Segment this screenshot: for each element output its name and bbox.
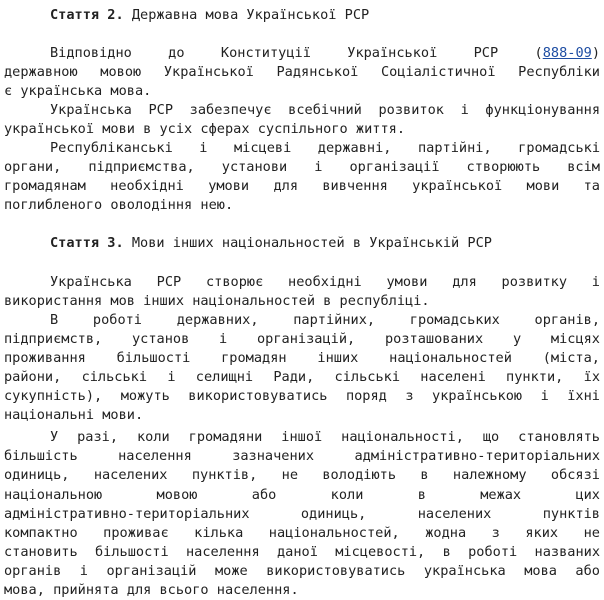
- article-3-p3-line-6: компактно проживає кілька національностей, жодна з яких не: [4, 525, 600, 541]
- article-2-heading: [50, 6, 600, 25]
- article-3-p2-line-1: В роботі державних, партійних, громадських органів,: [50, 312, 600, 328]
- article-2-title: Державна мова Української РСР: [131, 7, 370, 23]
- article-3-p1-line-2: використання мов інших національностей в республіці.: [4, 293, 430, 309]
- article-3-p3-line-3: одиниць, населених пунктів, не володіють в належному обсязі: [4, 467, 600, 483]
- article-3-p2-line-6: національні мови.: [4, 407, 144, 423]
- article-3-p2-line-3: проживання більшості громадян інших національностей (міста,: [4, 350, 600, 366]
- article-2-p3-line-3: громадянам необхідні умови для вивчення української мови та: [4, 178, 600, 194]
- article-3-p3-line-2: більшість населення зазначених адміністративно-територіальних: [4, 448, 600, 464]
- article-2-label: Стаття 2.: [50, 7, 124, 23]
- article-3-title: Мови інших національностей в Українській РСР: [131, 235, 492, 251]
- article-3-p3-line-7: становить більшості населення даної місцевості, в роботі названих: [4, 544, 600, 560]
- article-3-p3-line-1: У разі, коли громадяни іншої національності, що становлять: [50, 429, 600, 445]
- article-2-p1-line-2: державною мовою Української Радянської Соціалістичної Республіки: [4, 64, 600, 80]
- article-3-p2-line-4: райони, сільські і селищні Ради, сільські населені пункти, їх: [4, 369, 600, 385]
- article-3-p3-line-9: мова, прийнята для всього населення.: [4, 582, 299, 598]
- article-3-p3-line-8: органів і організацій може використовуватись українська мова або: [4, 563, 600, 579]
- article-3-label: Стаття 3.: [50, 235, 124, 251]
- article-3-p2-line-2: підприємств, установ і організацій, розташованих у місцях: [4, 331, 600, 347]
- article-2-p2-line-2: української мови в усіх сферах суспільного життя.: [4, 121, 406, 137]
- article-2-p3-line-2: органи, підприємства, установи і організації створюють всім: [4, 159, 600, 175]
- article-3-heading: [50, 234, 600, 253]
- article-2-p1-line-3: є українська мова.: [4, 83, 152, 99]
- article-3-p1-line-1: Українська РСР створює необхідні умови для розвитку і: [50, 274, 600, 290]
- article-2-p3-line-4: поглибленого оволодіння нею.: [4, 197, 234, 213]
- article-2-p3-line-1: Республіканські і місцеві державні, партійні, громадські: [50, 140, 600, 156]
- article-2-p2-line-1: Українська РСР забезпечує всебічний розвиток і функціонування: [50, 102, 600, 118]
- law-link-888-09[interactable]: 888-09: [542, 45, 592, 61]
- article-3-p3-line-4: національною мовою або коли в межах цих: [4, 487, 600, 503]
- article-3-p3-line-5: адміністративно-територіальних одиниць, населених пунктів: [4, 506, 600, 522]
- article-2-p1-line-1: Відповідно до Конституції Української РСР (888-09): [50, 45, 600, 61]
- article-3-p2-line-5: сукупність), можуть використовуватись поряд з українською і їхні: [4, 388, 600, 404]
